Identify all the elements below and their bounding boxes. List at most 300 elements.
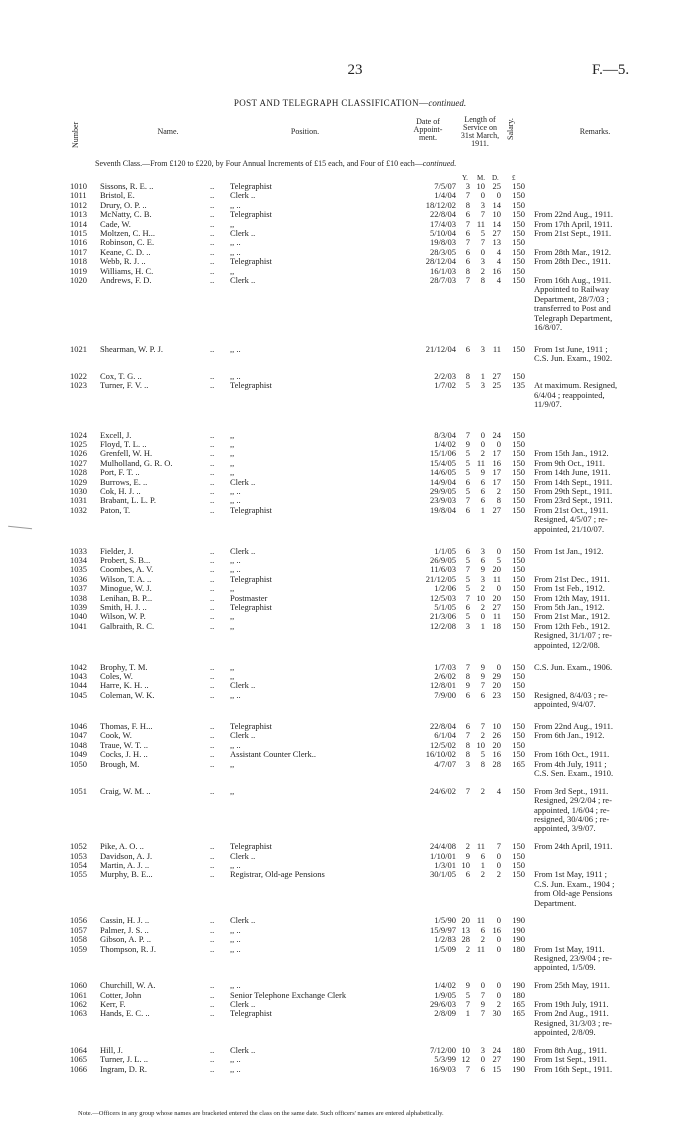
entry-position: ,,: [230, 265, 235, 276]
entry-years: 7: [465, 495, 470, 506]
entry-position: ,,: [230, 661, 235, 672]
entry-number: 1045: [70, 689, 87, 700]
entry-number: 1031: [70, 495, 87, 506]
entry-date: 4/7/07: [434, 758, 456, 769]
entry-months: 11: [476, 915, 485, 926]
entry-years: 7: [465, 730, 470, 741]
leader-dots: ..: [210, 998, 215, 1009]
entry-name: Kerr, F.: [100, 998, 126, 1009]
entry-name: Drury, O. P. ..: [100, 199, 147, 210]
entry-years: 7: [465, 998, 470, 1009]
entry-remarks: [534, 787, 650, 834]
entry-position: Clerk ..: [230, 227, 256, 238]
remark-line: From 12th May, 1911.: [534, 592, 610, 603]
entry-remarks: [534, 870, 650, 908]
leader-dots: ..: [210, 749, 215, 760]
entry-date: 28/3/05: [430, 246, 456, 257]
entry-years: 1: [465, 1008, 470, 1019]
entry-days: 25: [492, 181, 501, 191]
entry-date: 1/7/02: [434, 380, 456, 391]
entry-days: 20: [492, 680, 501, 691]
entry-remarks: [534, 842, 650, 851]
remark-line: At maximum. Resigned,: [534, 380, 618, 391]
entry-salary: 150: [512, 730, 525, 741]
entry-salary: 165: [512, 758, 525, 769]
table-row: [0, 691, 700, 722]
entry-remarks: [534, 663, 650, 672]
entry-number: 1055: [70, 869, 87, 880]
entry-number: 1022: [70, 371, 87, 382]
entry-salary: 150: [512, 343, 525, 354]
leader-dots: ..: [210, 583, 215, 594]
entry-years: 5: [465, 554, 470, 565]
table-row: [0, 787, 700, 842]
entry-name: Minogue, W. J.: [100, 583, 152, 594]
header-salary: Salary.: [506, 118, 515, 140]
entry-months: 6: [480, 554, 485, 565]
entry-salary: 150: [512, 661, 525, 672]
entry-salary: 150: [512, 739, 525, 750]
entry-date: 12/2/08: [430, 620, 456, 631]
table-row: [0, 622, 700, 663]
entry-date: 16/9/03: [430, 1063, 456, 1074]
leader-dots: ..: [210, 199, 215, 210]
remark-line: From 9th Oct., 1911.: [534, 457, 605, 468]
leader-dots: ..: [210, 504, 215, 515]
remark-line: appointed, 9/4/07.: [534, 699, 596, 710]
remark-line: From 6th Jan., 1912.: [534, 730, 605, 741]
leader-dots: ..: [210, 841, 215, 852]
entry-name: Sissons, R. E. ..: [100, 181, 154, 191]
entry-name: Thompson, R. J.: [100, 943, 156, 954]
entry-years: 6: [465, 721, 470, 732]
entry-position: ,,: [230, 457, 235, 468]
entry-months: 3: [480, 199, 485, 210]
entry-salary: 150: [512, 670, 525, 681]
entry-salary: 150: [512, 237, 525, 248]
leader-dots: ..: [210, 924, 215, 935]
entry-months: 10: [476, 592, 485, 603]
title-suffix: continued.: [428, 98, 467, 108]
remark-line: From 2nd Aug., 1911.: [534, 1008, 609, 1019]
entry-salary: 150: [512, 564, 525, 575]
entry-date: 7/9/00: [434, 689, 456, 700]
entry-position: ,, ..: [230, 495, 241, 506]
remark-line: From 5th Jan., 1912.: [534, 601, 605, 612]
entry-months: 0: [480, 246, 485, 257]
entry-years: 7: [465, 274, 470, 285]
remark-line: appointed, 1/5/09.: [534, 962, 596, 973]
table-row: [0, 506, 700, 547]
entry-date: 22/8/04: [430, 209, 456, 220]
remark-line: appointed, 12/2/08.: [534, 639, 600, 650]
entry-years: 6: [465, 601, 470, 612]
entry-salary: 150: [512, 209, 525, 220]
remark-line: From 22nd Aug., 1911.: [534, 209, 614, 220]
leader-dots: ..: [210, 620, 215, 631]
entry-salary: 150: [512, 841, 525, 852]
entry-name: Brabant, L. L. P.: [100, 495, 156, 506]
entry-number: 1037: [70, 583, 87, 594]
entry-name: Hands, E. C. ..: [100, 1008, 150, 1019]
entry-days: 4: [496, 785, 501, 796]
entry-days: 4: [496, 274, 501, 285]
entry-salary: 150: [512, 785, 525, 796]
leader-dots: ..: [210, 592, 215, 603]
entry-months: 3: [480, 573, 485, 584]
entry-remarks: [534, 229, 650, 238]
entry-salary: 150: [512, 227, 525, 238]
entry-number: 1034: [70, 554, 87, 565]
leader-dots: ..: [210, 545, 215, 556]
entry-number: 1019: [70, 265, 87, 276]
entry-name: Smith, H. J. ..: [100, 601, 147, 612]
leader-dots: ..: [210, 611, 215, 622]
entry-number: 1056: [70, 915, 87, 926]
entry-date: 12/5/02: [430, 739, 456, 750]
leader-dots: ..: [210, 730, 215, 741]
entry-salary: 190: [512, 915, 525, 926]
entry-salary: 150: [512, 448, 525, 459]
entry-salary: 150: [512, 246, 525, 257]
entry-salary: 150: [512, 573, 525, 584]
entry-remarks: [534, 760, 650, 779]
entry-years: 7: [465, 237, 470, 248]
entry-position: ,, ..: [230, 739, 241, 750]
entry-years: 6: [465, 209, 470, 220]
entry-date: 7/12/00: [430, 1044, 456, 1055]
entry-months: 6: [480, 689, 485, 700]
entry-salary: 150: [512, 869, 525, 880]
entry-years: 5: [465, 457, 470, 468]
entry-months: 7: [480, 680, 485, 691]
entry-months: 1: [480, 504, 485, 515]
entry-name: Cotter, John: [100, 989, 142, 1000]
entry-position: ,, ..: [230, 860, 241, 870]
entry-months: 9: [480, 564, 485, 575]
leader-dots: ..: [210, 785, 215, 796]
leader-dots: ..: [210, 380, 215, 391]
entry-date: 1/3/01: [434, 860, 456, 870]
entry-position: ,, ..: [230, 237, 241, 248]
leader-dots: ..: [210, 237, 215, 248]
entry-date: 6/1/04: [434, 730, 456, 741]
entry-position: Clerk ..: [230, 274, 256, 285]
entry-salary: 150: [512, 860, 525, 870]
entry-days: 10: [492, 209, 501, 220]
entry-days: 27: [492, 227, 501, 238]
entry-position: Clerk ..: [230, 998, 256, 1009]
entry-position: Telegraphist: [230, 181, 272, 191]
entry-name: Port, F. T. ..: [100, 467, 140, 478]
entry-date: 7/5/07: [434, 181, 456, 191]
entry-number: 1064: [70, 1044, 87, 1055]
remark-line: From 21st Mar., 1912.: [534, 611, 611, 622]
entry-years: 10: [461, 860, 470, 870]
entry-name: Moltzen, C. H...: [100, 227, 156, 238]
header-remarks: Remarks.: [579, 127, 611, 136]
remark-line: appointed, 21/10/07.: [534, 523, 605, 534]
entry-years: 7: [465, 661, 470, 672]
remark-line: Resigned, 8/4/03 ; re-: [534, 689, 608, 700]
entry-position: ,, ..: [230, 1063, 241, 1074]
entry-salary: 150: [512, 190, 525, 201]
table-row: [0, 870, 700, 916]
entry-salary: 150: [512, 592, 525, 603]
entry-months: 3: [480, 343, 485, 354]
entry-days: 13: [492, 237, 501, 248]
entry-days: 16: [492, 924, 501, 935]
leader-dots: ..: [210, 739, 215, 750]
entry-years: 9: [465, 980, 470, 991]
leader-dots: ..: [210, 209, 215, 220]
entry-date: 1/5/90: [434, 915, 456, 926]
table-row: [0, 381, 700, 430]
remark-line: 11/9/07.: [534, 399, 562, 410]
entry-remarks: [534, 731, 650, 740]
entry-months: 7: [480, 721, 485, 732]
entry-number: 1012: [70, 199, 87, 210]
entry-days: 24: [492, 429, 501, 440]
entry-position: ,,: [230, 448, 235, 459]
entry-number: 1017: [70, 246, 87, 257]
entry-date: 22/8/04: [430, 721, 456, 732]
entry-number: 1057: [70, 924, 87, 935]
remark-line: From 1st May, 1911.: [534, 943, 605, 954]
leader-dots: ..: [210, 661, 215, 672]
entry-remarks: [534, 257, 650, 266]
entry-number: 1050: [70, 758, 87, 769]
leader-dots: ..: [210, 371, 215, 382]
remark-line: from Old-age Pensions: [534, 888, 613, 899]
entry-name: Murphy, B. E...: [100, 869, 153, 880]
remark-line: From 21st Sept., 1911.: [534, 227, 612, 238]
entry-date: 5/1/05: [434, 601, 456, 612]
entry-months: 2: [480, 265, 485, 276]
entry-date: 15/9/97: [430, 924, 456, 935]
entry-position: ,,: [230, 467, 235, 478]
entry-days: 16: [492, 749, 501, 760]
leader-dots: ..: [210, 689, 215, 700]
table-row: [0, 1009, 700, 1046]
entry-number: 1058: [70, 934, 87, 945]
entry-name: Fielder, J.: [100, 545, 134, 556]
entry-name: McNatty, C. B.: [100, 209, 152, 220]
table-row: [0, 760, 700, 787]
entry-days: 20: [492, 739, 501, 750]
remark-line: Telegraph Department,: [534, 312, 613, 323]
entry-date: 17/4/03: [430, 218, 456, 229]
entry-days: 0: [496, 439, 501, 450]
entry-name: Andrews, F. D.: [100, 274, 152, 285]
entry-position: Telegraphist: [230, 573, 272, 584]
entry-number: 1014: [70, 218, 87, 229]
entry-months: 0: [480, 429, 485, 440]
remark-line: From 14th June, 1911.: [534, 467, 611, 478]
entry-months: 6: [480, 495, 485, 506]
entry-date: 11/6/03: [430, 564, 456, 575]
remark-line: 16/8/07.: [534, 321, 563, 332]
entry-salary: 150: [512, 850, 525, 861]
remark-line: transferred to Post and: [534, 303, 611, 314]
entry-remarks: [534, 1065, 650, 1074]
remark-line: From 14th Sept., 1911.: [534, 476, 613, 487]
entry-years: 2: [465, 943, 470, 954]
entry-salary: 150: [512, 689, 525, 700]
entry-number: 1032: [70, 504, 87, 515]
entry-salary: 150: [512, 611, 525, 622]
entry-days: 0: [496, 915, 501, 926]
entry-years: 7: [465, 592, 470, 603]
remark-line: From 16th Sept., 1911.: [534, 1063, 613, 1074]
leader-dots: ..: [210, 601, 215, 612]
entry-position: ,, ..: [230, 486, 241, 497]
entry-salary: 135: [512, 380, 525, 391]
remark-line: From 23rd Sept., 1911.: [534, 495, 613, 506]
entry-days: 2: [496, 486, 501, 497]
entry-date: 1/4/02: [434, 439, 456, 450]
entry-number: 1027: [70, 457, 87, 468]
entry-date: 2/2/03: [434, 371, 456, 382]
entry-position: ,, ..: [230, 564, 241, 575]
entry-months: 2: [480, 448, 485, 459]
table-row: [0, 276, 700, 345]
entry-name: Turner, F. V. ..: [100, 380, 149, 391]
entry-years: 5: [465, 380, 470, 391]
entry-name: Bristol, E.: [100, 190, 135, 201]
leader-dots: ..: [210, 554, 215, 565]
entry-years: 12: [461, 1054, 470, 1065]
entry-date: 2/6/02: [434, 670, 456, 681]
entry-days: 29: [492, 670, 501, 681]
remark-line: Resigned, 23/9/04 ; re-: [534, 952, 612, 963]
entry-position: Postmaster: [230, 592, 268, 603]
entry-name: Traue, W. T. ..: [100, 739, 149, 750]
entry-months: 3: [480, 380, 485, 391]
entry-name: Palmer, J. S. ..: [100, 924, 149, 935]
entry-months: 0: [480, 190, 485, 201]
entry-name: Davidson, A. J.: [100, 850, 153, 861]
entry-name: Wilson, W. P.: [100, 611, 146, 622]
entry-remarks: [534, 622, 650, 650]
remark-line: C.S. Jun. Exam., 1904 ;: [534, 878, 615, 889]
classification-table: [0, 182, 700, 1074]
entry-date: 21/12/04: [425, 343, 456, 354]
entry-position: ,, ..: [230, 1054, 241, 1065]
entry-remarks: [534, 1009, 650, 1037]
remark-line: From 1st May, 1911 ;: [534, 869, 608, 880]
entry-years: 5: [465, 448, 470, 459]
entry-name: Probert, S. B...: [100, 554, 151, 565]
entry-years: 7: [465, 1063, 470, 1074]
entry-salary: 190: [512, 980, 525, 991]
entry-date: 18/12/02: [425, 199, 456, 210]
entry-position: Telegraphist: [230, 1008, 272, 1019]
leader-dots: ..: [210, 943, 215, 954]
entry-name: Cook, W.: [100, 730, 132, 741]
entry-salary: 150: [512, 495, 525, 506]
class-heading-text: Seventh Class.—From £120 to £220, by Four Annual Increments of £15 each, and Four of £10 each—: [95, 159, 423, 168]
leader-dots: ..: [210, 181, 215, 191]
leader-dots: ..: [210, 457, 215, 468]
leader-dots: ..: [210, 573, 215, 584]
entry-days: 5: [496, 554, 501, 565]
header-name: Name.: [157, 127, 179, 136]
entry-years: 6: [465, 227, 470, 238]
entry-position: Clerk ..: [230, 1044, 256, 1055]
class-heading: [95, 159, 456, 168]
entry-name: Wilson, T. A. ..: [100, 573, 152, 584]
entry-years: 6: [465, 476, 470, 487]
entry-days: 20: [492, 592, 501, 603]
entry-date: 5/10/04: [430, 227, 456, 238]
unit-days: D.: [492, 174, 499, 182]
entry-months: 9: [480, 998, 485, 1009]
entry-name: Grenfell, W. H.: [100, 448, 153, 459]
entry-number: 1038: [70, 592, 87, 603]
entry-salary: 150: [512, 457, 525, 468]
table-row: [0, 345, 700, 372]
entry-number: 1023: [70, 380, 87, 391]
entry-months: 11: [476, 218, 485, 229]
leader-dots: ..: [210, 564, 215, 575]
leader-dots: ..: [210, 721, 215, 732]
entry-months: 6: [480, 476, 485, 487]
entry-years: 6: [465, 256, 470, 267]
remark-line: From 17th April, 1911.: [534, 218, 613, 229]
entry-months: 11: [476, 943, 485, 954]
entry-position: ,, ..: [230, 689, 241, 700]
entry-years: 2: [465, 841, 470, 852]
entry-position: ,,: [230, 429, 235, 440]
footnote: Note.—Officers in any group whose names are bracketed entered the class on the same date. Such officers' names are entered alphabetically.: [78, 1110, 444, 1117]
entry-number: 1042: [70, 661, 87, 672]
remark-line: From 1st Sept., 1911.: [534, 1054, 607, 1065]
entry-months: 7: [480, 1008, 485, 1019]
entry-years: 7: [465, 429, 470, 440]
remark-line: Resigned, 29/2/04 ; re-: [534, 795, 612, 806]
entry-months: 11: [476, 457, 485, 468]
entry-days: 23: [492, 689, 501, 700]
entry-remarks: [534, 506, 650, 534]
entry-days: 25: [492, 380, 501, 391]
entry-date: 1/4/04: [434, 190, 456, 201]
entry-number: 1024: [70, 429, 87, 440]
entry-position: Telegraphist: [230, 256, 272, 267]
entry-salary: 190: [512, 934, 525, 945]
entry-date: 1/2/83: [434, 934, 456, 945]
entry-salary: 150: [512, 545, 525, 556]
entry-name: Craig, W. M. ..: [100, 785, 151, 796]
entry-number: 1039: [70, 601, 87, 612]
entry-name: Burrows, E. ..: [100, 476, 148, 487]
entry-date: 15/1/06: [430, 448, 456, 459]
entry-position: ,, ..: [230, 199, 241, 210]
entry-days: 0: [496, 980, 501, 991]
remark-line: Department, 28/7/03 ;: [534, 293, 609, 304]
remark-line: From 21st Dec., 1911.: [534, 573, 610, 584]
entry-years: 10: [461, 1044, 470, 1055]
entry-days: 27: [492, 1054, 501, 1065]
entry-position: Telegraphist: [230, 380, 272, 391]
remark-line: From 16th Oct., 1911.: [534, 749, 610, 760]
table-row: [0, 1065, 700, 1074]
entry-salary: 180: [512, 989, 525, 1000]
entry-date: 14/9/04: [430, 476, 456, 487]
entry-position: ,, ..: [230, 934, 241, 945]
entry-name: Excell, J.: [100, 429, 132, 440]
remark-line: From 15th Jan., 1912.: [534, 448, 609, 459]
